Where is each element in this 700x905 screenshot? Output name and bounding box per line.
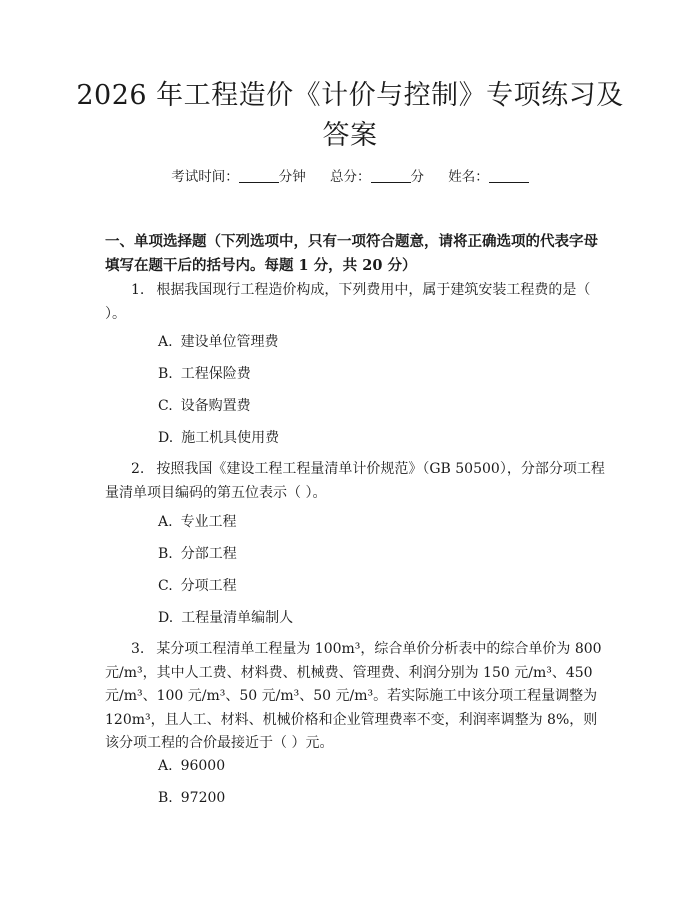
name-field xyxy=(448,169,529,185)
name-label: 姓名： xyxy=(448,169,489,185)
title-line-1: 2026 年工程造价《计价与控制》专项练习及 xyxy=(76,80,624,111)
question-1-stem xyxy=(105,279,605,326)
option-letter: D. xyxy=(158,610,174,626)
option-text: 97200 xyxy=(180,790,226,806)
total-score-unit: 分 xyxy=(410,169,424,185)
total-score-blank xyxy=(371,168,411,183)
option-letter: C. xyxy=(158,578,173,594)
option-text: 施工机具使用费 xyxy=(181,430,280,446)
question-2-option-a xyxy=(158,512,237,532)
question-text: 根据我国现行工程造价构成，下列费用中，属于建筑安装工程费的是（ ）。 xyxy=(105,282,591,322)
question-2-option-d xyxy=(158,608,293,628)
option-text: 分项工程 xyxy=(180,578,237,594)
option-letter: D. xyxy=(158,430,174,446)
question-2-option-c xyxy=(158,576,237,596)
option-text: 专业工程 xyxy=(180,514,237,530)
option-letter: B. xyxy=(158,546,173,562)
section-heading: 一、单项选择题（下列选项中，只有一项符合题意，请将正确选项的代表字母填写在题干后的括号内。每题 1 分，共 20 分） xyxy=(105,233,598,274)
option-letter: C. xyxy=(158,398,173,414)
question-2-option-b xyxy=(158,544,237,564)
question-number: 3. xyxy=(131,641,145,657)
question-1-option-c xyxy=(158,396,251,416)
exam-time-blank xyxy=(239,168,279,183)
question-3-stem xyxy=(105,638,605,756)
exam-time-field xyxy=(171,169,306,185)
total-score-label: 总分： xyxy=(330,169,371,185)
option-letter: A. xyxy=(158,334,173,350)
option-text: 工程量清单编制人 xyxy=(181,610,294,626)
option-letter: A. xyxy=(158,758,173,774)
question-text: 某分项工程清单工程量为 100m³，综合单价分析表中的综合单价为 800 元/m³，其中人工费、材料费、机械费、管理费、利润分别为 150 元/m³、450 元/m³、100 元/m³、50 元/m³、50 元/m³。若实际施工中该分项工程量调整为 120m³，且人工、材料、机械价格和企业管理费率不变，利润率调整为 8%，则该分项工程的合价最接近于（ ）元。 xyxy=(105,641,602,751)
question-1-option-a xyxy=(158,332,279,352)
document-title xyxy=(60,76,640,156)
option-text: 设备购置费 xyxy=(180,398,251,414)
option-text: 工程保险费 xyxy=(180,366,251,382)
option-text: 建设单位管理费 xyxy=(180,334,279,350)
option-letter: B. xyxy=(158,366,173,382)
option-letter: B. xyxy=(158,790,173,806)
exam-time-unit: 分钟 xyxy=(278,169,306,185)
option-text: 96000 xyxy=(180,758,226,774)
question-3-option-b xyxy=(158,788,225,808)
question-3-option-a xyxy=(158,756,225,776)
exam-meta xyxy=(0,167,700,187)
exam-time-label: 考试时间： xyxy=(171,169,239,185)
name-blank xyxy=(489,168,529,183)
question-text: 按照我国《建设工程工程量清单计价规范》（GB 50500），分部分项工程量清单项目编码的第五位表示（ ）。 xyxy=(105,461,605,501)
option-text: 分部工程 xyxy=(180,546,237,562)
question-1-option-d xyxy=(158,428,279,448)
total-score-field xyxy=(330,169,424,185)
question-1-option-b xyxy=(158,364,251,384)
question-2-stem xyxy=(105,458,605,505)
option-letter: A. xyxy=(158,514,173,530)
question-number: 2. xyxy=(131,461,145,477)
question-number: 1. xyxy=(131,282,145,298)
title-line-2: 答案 xyxy=(322,120,378,151)
